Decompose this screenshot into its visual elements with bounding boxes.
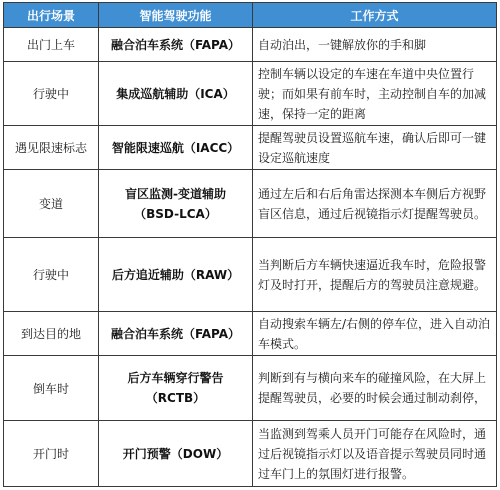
table-container <box>3 2 496 487</box>
function-line: （BSD-LCA） <box>134 206 217 221</box>
row-description: 提醒驾驶员设置巡航车速，确认后即可一键设定巡航速度 <box>253 126 497 170</box>
row-scene: 遇见限速标志 <box>4 126 99 170</box>
row-function <box>99 238 253 312</box>
function-line: 后方车辆穿行警告 <box>127 371 224 385</box>
row-scene: 开门时 <box>4 421 99 487</box>
row-description: 自动搜索车辆左/右侧的停车位，进入自动泊车模式。 <box>253 312 497 356</box>
function-line: 融合泊车系统（FAPA） <box>110 37 241 52</box>
row-scene: 行驶中 <box>4 62 99 126</box>
row-function <box>99 126 253 170</box>
table-row <box>4 126 497 170</box>
function-line: 集成巡航辅助（ICA） <box>116 86 235 101</box>
row-scene: 到达目的地 <box>4 312 99 356</box>
row-function <box>99 28 253 62</box>
row-scene: 变道 <box>4 170 99 238</box>
row-function <box>99 312 253 356</box>
row-description: 当监测到驾乘人员开门可能存在风险时，通过后视镜指示灯以及语音提示驾驶员同时通过车门上的氛围灯进行报警。 <box>253 421 497 487</box>
table-row <box>4 238 497 312</box>
row-scene: 倒车时 <box>4 356 99 421</box>
table-header-row <box>4 3 497 28</box>
table-row <box>4 356 497 421</box>
table-row <box>4 28 497 62</box>
row-description: 判断到有与横向来车的碰撞风险，在大屏上提醒驾驶员，必要的时候会通过制动刹停， <box>253 356 497 421</box>
row-function <box>99 356 253 421</box>
function-line: 盲区监测-变道辅助 <box>125 186 226 201</box>
adas-feature-table <box>3 2 497 487</box>
header-scene: 出行场景 <box>4 3 99 28</box>
table-row <box>4 312 497 356</box>
function-line: 后方追近辅助（RAW） <box>111 267 240 282</box>
table-row <box>4 421 497 487</box>
function-line: 融合泊车系统（FAPA） <box>110 326 241 341</box>
row-description: 控制车辆以设定的车速在车道中央位置行驶；而如果有前车时，主动控制自车的加减速，保持一定的距离 <box>253 62 497 126</box>
row-description: 当判断后方车辆快速逼近我车时，危险报警灯及时打开，提醒后方的驾驶员注意规避。 <box>253 238 497 312</box>
function-line: （RCTB） <box>145 391 206 405</box>
row-description: 自动泊出，一键解放你的手和脚 <box>253 28 497 62</box>
function-line: 智能限速巡航（IACC） <box>111 140 240 155</box>
table-row <box>4 62 497 126</box>
row-scene: 出门上车 <box>4 28 99 62</box>
row-scene: 行驶中 <box>4 238 99 312</box>
header-function: 智能驾驶功能 <box>99 3 253 28</box>
row-function <box>99 421 253 487</box>
row-function <box>99 170 253 238</box>
function-line: 开门预警（DOW） <box>122 446 229 461</box>
row-function <box>99 62 253 126</box>
table-row <box>4 170 497 238</box>
header-method: 工作方式 <box>253 3 497 28</box>
row-description: 通过左后和右后角雷达探测本车侧后方视野盲区信息，通过后视镜指示灯提醒驾驶员。 <box>253 170 497 238</box>
